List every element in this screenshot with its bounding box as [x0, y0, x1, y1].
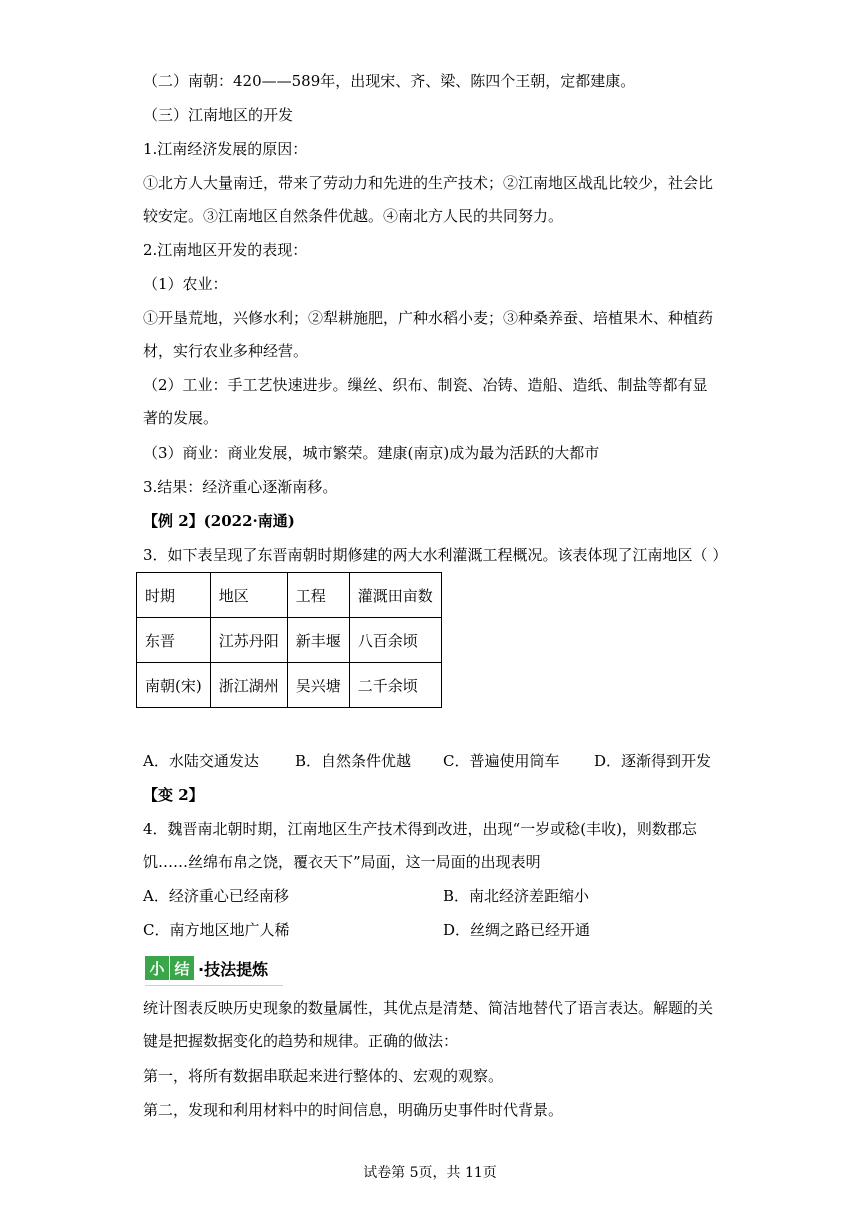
- q4-option-a: A．经济重心已经南移: [143, 887, 289, 905]
- table-row: [137, 663, 442, 708]
- heading-jiangnan-development: （三）江南地区的开发: [143, 106, 294, 124]
- question-3: 3．如下表呈现了东晋南朝时期修建的两大水利灌溉工程概况。该表体现了江南地区（ ）: [143, 546, 728, 564]
- table-cell: 八百余顷: [349, 618, 441, 663]
- variant-2-label: 【变 2】: [143, 786, 204, 804]
- badge-divider: [145, 985, 283, 986]
- badge-char-1: 小: [145, 956, 169, 980]
- table-header-cell: 地区: [210, 573, 287, 618]
- q4-option-c: C．南方地区地广人稀: [143, 921, 290, 939]
- text-southern-dynasties: （二）南朝：420——589年，出现宋、齐、梁、陈四个王朝，定都建康。: [143, 72, 636, 90]
- q3-option-b: B．自然条件优越: [295, 752, 412, 770]
- paragraph-reasons: ①北方人大量南迁，带来了劳动力和先进的生产技术；②江南地区战乱比较少，社会比较安定。③江南地区自然条件优越。④南北方人民的共同努力。: [143, 174, 714, 225]
- table-cell: 江苏丹阳: [210, 618, 287, 663]
- q3-option-c: C．普遍使用筒车: [443, 752, 560, 770]
- table-header-cell: 工程: [287, 573, 349, 618]
- badge-title: ·技法提炼: [198, 959, 269, 979]
- example-2-label: 【例 2】(2022·南通): [143, 512, 295, 530]
- paragraph-agriculture: ①开垦荒地，兴修水利；②犁耕施肥，广种水稻小麦；③种桑养蚕、培植果木、种植药材，实行农业多种经营。: [143, 309, 714, 360]
- heading-manifestations: 2.江南地区开发的表现：: [143, 241, 308, 259]
- summary-badge: [145, 953, 268, 983]
- text-result: 3.结果：经济重心逐渐南移。: [143, 478, 338, 496]
- table-header-cell: 灌溉田亩数: [349, 573, 441, 618]
- table-cell: 吴兴塘: [287, 663, 349, 708]
- table-cell: 二千余顷: [349, 663, 441, 708]
- table-cell: 浙江湖州: [210, 663, 287, 708]
- irrigation-table: [136, 572, 442, 708]
- summary-first: 第一，将所有数据串联起来进行整体的、宏观的观察。: [143, 1067, 504, 1085]
- table-cell: 东晋: [137, 618, 211, 663]
- summary-second: 第二，发现和利用材料中的时间信息，明确历史事件时代背景。: [143, 1101, 564, 1119]
- heading-reasons: 1.江南经济发展的原因：: [143, 140, 308, 158]
- heading-agriculture: （1）农业：: [143, 275, 228, 293]
- table-header-cell: 时期: [137, 573, 211, 618]
- q3-option-d: D．逐渐得到开发: [594, 752, 712, 770]
- table-row: [137, 618, 442, 663]
- q3-option-a: A．水陆交通发达: [143, 752, 259, 770]
- question-4: 4．魏晋南北朝时期，江南地区生产技术得到改进，出现“一岁或稔(丰收)，则数郡忘饥……丝绵布帛之饶，覆衣天下”局面，这一局面的出现表明: [143, 820, 697, 871]
- badge-char-2: 结: [170, 956, 194, 980]
- paragraph-industry: （2）工业：手工艺快速进步。缫丝、织布、制瓷、冶铸、造船、造纸、制盐等都有显著的发展。: [143, 376, 708, 427]
- summary-paragraph: 统计图表反映历史现象的数量属性，其优点是清楚、简洁地替代了语言表达。解题的关键是把握数据变化的趋势和规律。正确的做法：: [143, 999, 714, 1050]
- q4-option-b: B．南北经济差距缩小: [443, 887, 590, 905]
- table-cell: 南朝(宋): [137, 663, 211, 708]
- text-commerce: （3）商业：商业发展，城市繁荣。建康(南京)成为最为活跃的大都市: [143, 444, 600, 462]
- table-cell: 新丰堰: [287, 618, 349, 663]
- table-header-row: [137, 573, 442, 618]
- q4-option-d: D．丝绸之路已经开通: [443, 921, 591, 939]
- page-footer: 试卷第 5页，共 11页: [363, 1165, 497, 1181]
